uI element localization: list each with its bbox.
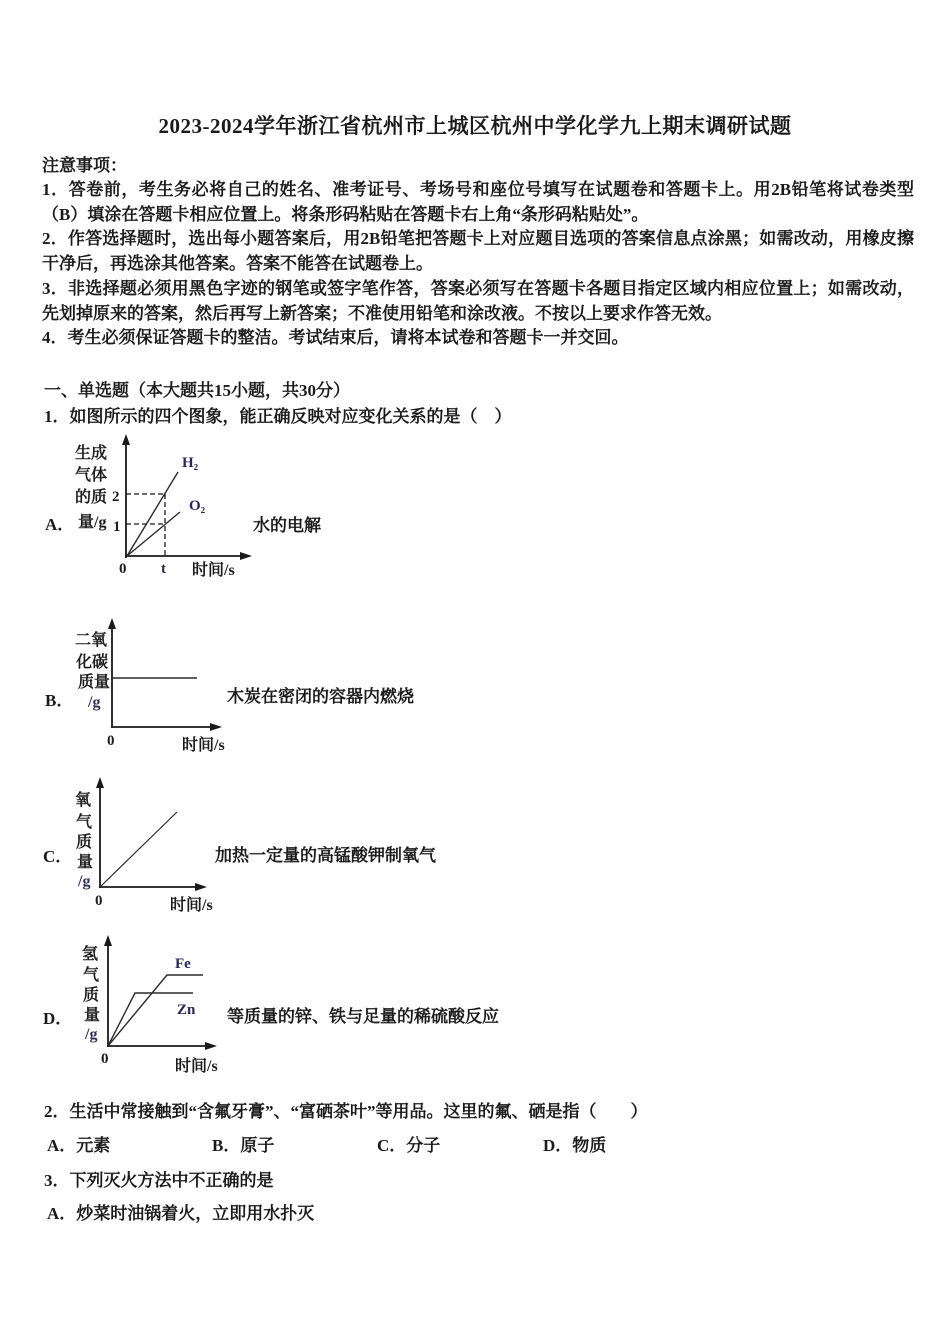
graph-c-y-arrow-icon (96, 777, 104, 788)
graph-c-oxygen-from-kmno4 (65, 775, 230, 917)
graph-a-tick-1: 1 (113, 519, 121, 535)
graph-c-ylabel-line4: 量 (77, 854, 94, 871)
graph-d-ylabel-line3: 质 (83, 987, 100, 1004)
graph-c-xlabel: 时间/s (170, 897, 213, 914)
graph-a-o2-line (127, 512, 180, 556)
graph-d-zn-line (108, 993, 193, 1046)
notice-item-2: 2．作答选择题时，选出每小题答案后，用2B铅笔把答题卡上对应题目选项的答案信息点涂黑；如需改动，用橡皮擦干净后，再选涂其他答案。答案不能答在试题卷上。 (42, 229, 914, 274)
graph-d-ylabel-line4: 量 (84, 1007, 101, 1024)
notice-item-3: 3．非选择题必须用黑色字迹的钢笔或签字笔作答，答案必须写在答题卡各题目指定区域内相应位置上；如需改动，先划掉原来的答案，然后再写上新答案；不准使用铅笔和涂改液。不按以上要求作答无效。 (42, 278, 914, 323)
graph-a-ylabel-line1: 生成 (75, 445, 108, 462)
graph-a-h2-line (127, 472, 178, 556)
graph-d-zinc-iron-acid (70, 933, 235, 1081)
page-title: 2023-2024学年浙江省杭州市上城区杭州中学化学九上期末调研试题 (158, 114, 792, 138)
graph-b-ylabel-line2: 化碳 (76, 654, 109, 671)
option-a-letter: A． (45, 515, 75, 534)
question-2-option-a: A．元素 (47, 1136, 111, 1155)
question-2-option-b: B．原子 (212, 1136, 275, 1155)
section-heading: 一、单选题（本大题共15小题，共30分） (44, 381, 350, 400)
notice-item-1: 1．答卷前，考生务必将自己的姓名、准考证号、考场号和座位号填写在试题卷和答题卡上。用2B铅笔将试卷类型（B）填涂在答题卡相应位置上。将条形码粘贴在答题卡右上角“条形码粘贴处”。 (42, 180, 914, 224)
graph-d-xlabel: 时间/s (175, 1058, 218, 1075)
option-c-description: 加热一定量的高锰酸钾制氧气 (215, 846, 436, 865)
graph-c-ylabel-line5: /g (78, 873, 91, 890)
graph-a-water-electrolysis (70, 432, 270, 584)
graph-d-x-arrow-icon (205, 1042, 217, 1050)
option-a-description: 水的电解 (253, 516, 321, 535)
graph-a-o2-label: O₂ (189, 498, 206, 514)
question-3-option-a: A．炒菜时油锅着火，立即用水扑灭 (47, 1204, 315, 1223)
graph-c-x-arrow-icon (195, 883, 207, 891)
question-3-text: 3．下列灭火方法中不正确的是 (44, 1171, 274, 1190)
graph-d-fe-label: Fe (175, 956, 191, 972)
graph-b-xlabel: 时间/s (182, 737, 225, 754)
graph-b-ylabel-line3: 质量 (78, 674, 111, 691)
graph-d-ylabel-line2: 气 (83, 967, 100, 984)
graph-d-origin: 0 (101, 1051, 109, 1067)
graph-d-ylabel-line1: 氢 (82, 946, 99, 963)
option-d-description: 等质量的锌、铁与足量的稀硫酸反应 (227, 1007, 499, 1026)
option-c-letter: C． (43, 847, 73, 866)
question-2-option-d: D．物质 (543, 1136, 607, 1155)
graph-b-y-arrow-icon (108, 618, 116, 629)
graph-b-origin: 0 (107, 733, 115, 749)
graph-b-ylabel-line4: /g (88, 694, 101, 711)
graph-a-y-arrow-icon (122, 434, 130, 445)
option-d-letter: D． (43, 1009, 73, 1028)
graph-c-origin: 0 (95, 893, 103, 909)
graph-a-ylabel-line3: 的质 (75, 489, 108, 506)
question-1-text: 1．如图所示的四个图象，能正确反映对应变化关系的是（ ） (44, 407, 512, 426)
question-2-option-c: C．分子 (377, 1136, 441, 1155)
graph-a-origin: 0 (119, 561, 127, 577)
graph-c-ylabel-line2: 气 (76, 814, 93, 831)
option-b-description: 木炭在密闭的容器内燃烧 (227, 687, 414, 706)
graph-b-charcoal-combustion (70, 615, 235, 757)
graph-a-tick-2: 2 (112, 489, 120, 505)
graph-b-x-arrow-icon (210, 723, 222, 731)
graph-a-x-arrow-icon (240, 552, 252, 560)
question-2-text: 2．生活中常接触到“含氟牙膏”、“富硒茶叶”等用品。这里的氟、硒是指（ ） (44, 1102, 648, 1121)
option-b-letter: B． (45, 691, 74, 710)
graph-a-xlabel: 时间/s (192, 562, 235, 579)
graph-c-ylabel-line1: 氧 (75, 792, 92, 809)
graph-d-ylabel-line5: /g (85, 1026, 98, 1043)
notice-heading: 注意事项： (42, 156, 127, 175)
graph-a-tick-t: t (161, 561, 166, 577)
graph-a-h2-label: H₂ (182, 455, 199, 471)
graph-c-ylabel-line3: 质 (76, 834, 93, 851)
notice-item-4: 4．考生必须保证答题卡的整洁。考试结束后，请将本试卷和答题卡一并交回。 (42, 328, 629, 348)
notice-list (42, 178, 914, 351)
graph-b-ylabel-line1: 二氧 (75, 632, 108, 649)
graph-c-o2-line (100, 812, 177, 887)
graph-d-zn-label: Zn (177, 1002, 196, 1018)
graph-a-ylabel-line4: 量/g (78, 514, 107, 531)
graph-a-ylabel-line2: 气体 (75, 467, 108, 484)
graph-d-y-arrow-icon (104, 935, 112, 946)
